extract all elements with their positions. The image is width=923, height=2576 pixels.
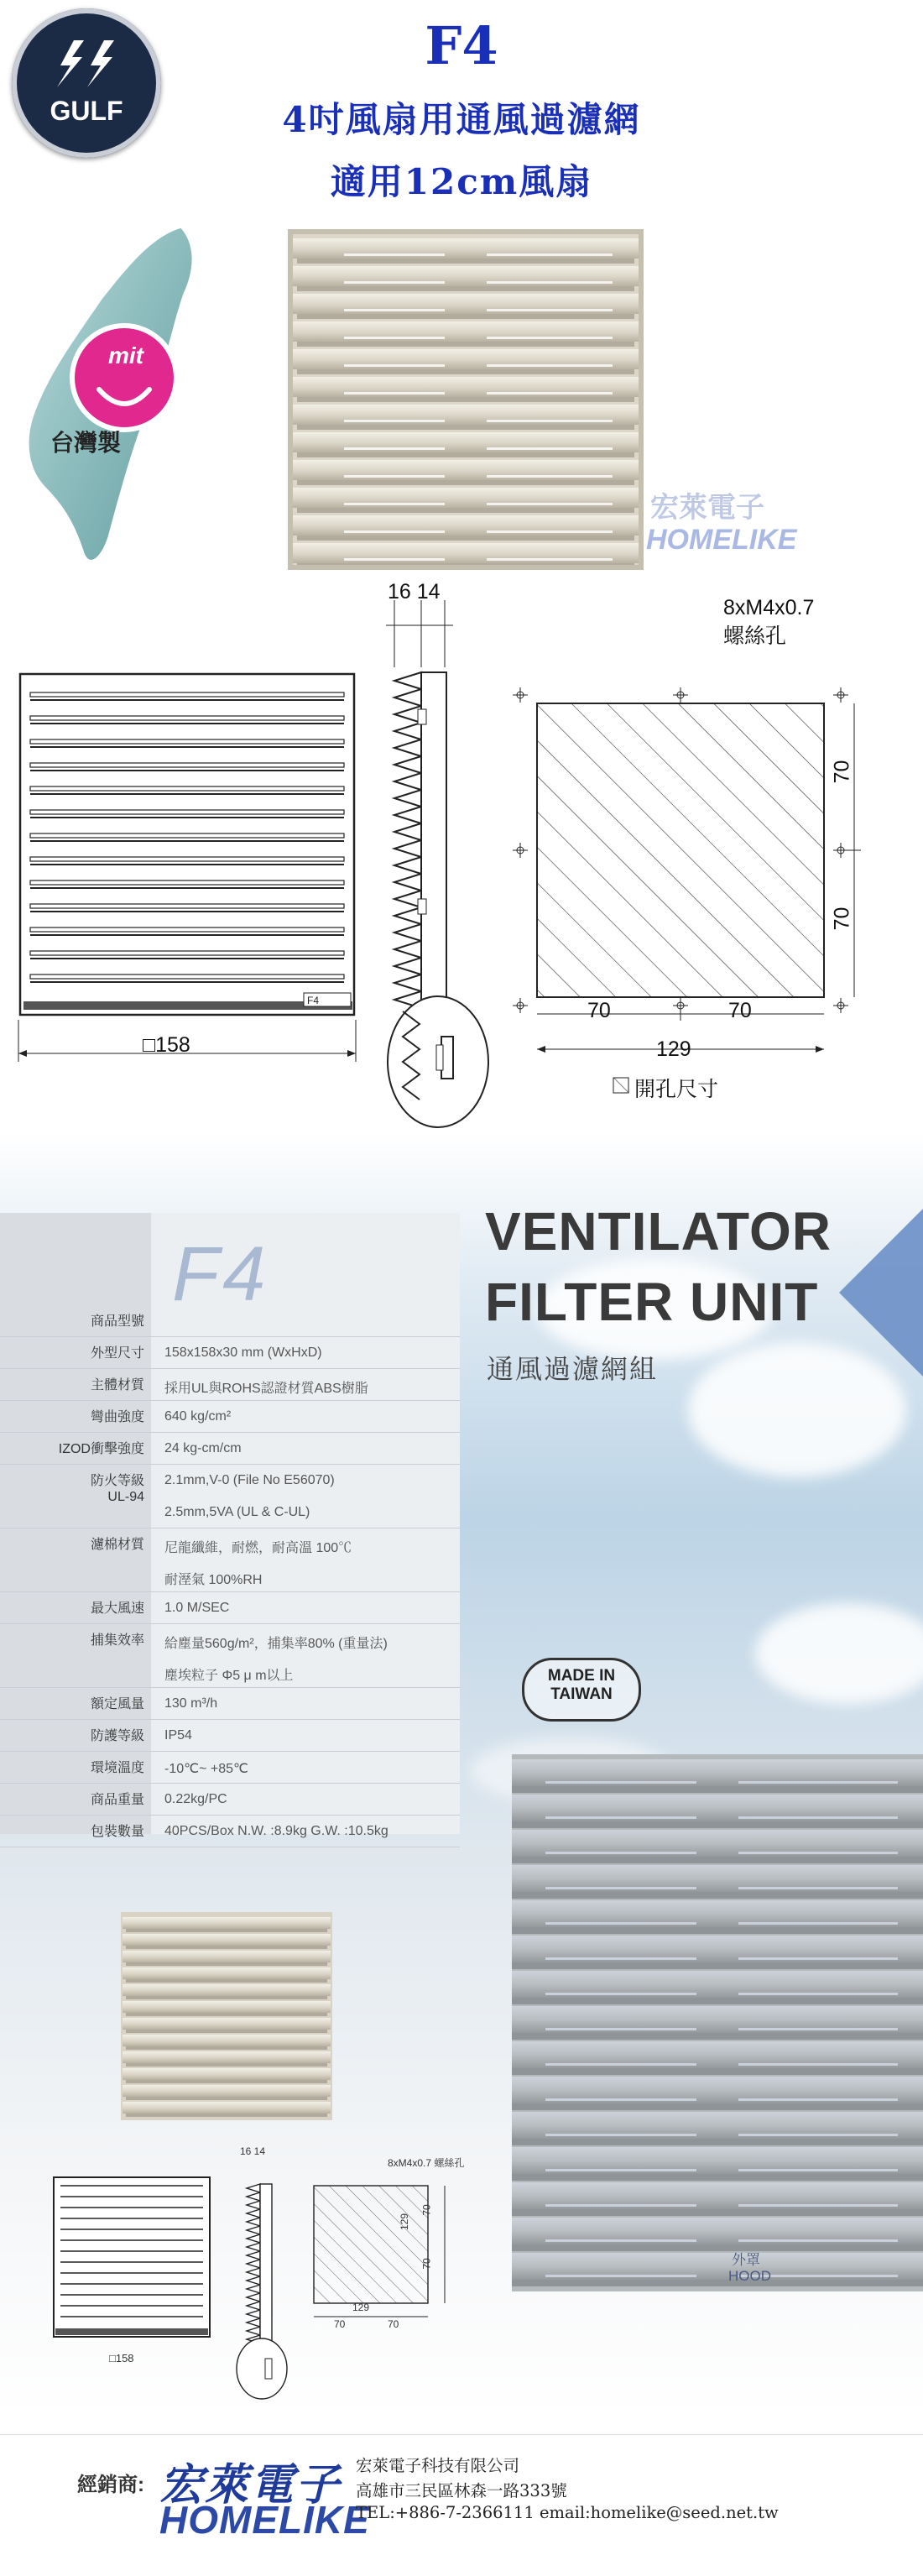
- vert-dim-bottom: 70: [830, 907, 854, 931]
- small-gap: [126, 1929, 327, 1932]
- spec-label: 額定風量: [90, 1697, 144, 1711]
- spec-row-divider: [0, 1815, 460, 1816]
- small-slat: [123, 1934, 331, 1946]
- mini-side-drawing: [233, 2157, 292, 2401]
- front-slat: [30, 763, 344, 767]
- brand-logo-en: HOMELIKE: [159, 2498, 370, 2542]
- small-gap: [126, 2063, 327, 2067]
- spec-value: 給塵量560g/m²，捕集率80% (重量法): [164, 1637, 388, 1651]
- small-slat: [123, 1917, 331, 1929]
- horiz-dim-left: 70: [587, 999, 611, 1022]
- spec-value: 40PCS/Box N.W. :8.9kg G.W. :10.5kg: [164, 1824, 388, 1838]
- spec-row-divider: [0, 1336, 460, 1337]
- horiz-dim-right: 70: [728, 999, 752, 1022]
- spec-label: 濾棉材質: [90, 1538, 144, 1552]
- spec-row-divider: [0, 1368, 460, 1369]
- brand-logo-zh: 宏萊電子: [159, 2461, 342, 2510]
- arrow-left-icon: [839, 1209, 923, 1377]
- louver-highlight: [487, 253, 613, 256]
- louver-gap: [297, 342, 634, 347]
- cutout-drawing: [503, 671, 873, 1066]
- spec-value: 尼龍纖維，耐燃，耐高溫 100℃: [164, 1541, 352, 1555]
- small-gap: [126, 2013, 327, 2016]
- watermark-en: HOMELIKE: [646, 524, 797, 556]
- front-slat: [30, 857, 344, 861]
- model-display: F4: [172, 1231, 269, 1317]
- company-name: 宏萊電子科技有限公司: [356, 2456, 520, 2475]
- hatch-legend-icon: [613, 1077, 629, 1094]
- spec-value: 2.1mm,V-0 (File No E56070): [164, 1473, 335, 1487]
- louver-gap: [297, 536, 634, 541]
- spec-label: 包裝數量: [90, 1825, 144, 1839]
- spec-label: 主體材質: [90, 1378, 144, 1393]
- taiwan-map-icon: [17, 218, 210, 571]
- louver-highlight: [487, 337, 613, 339]
- small-gap: [126, 1996, 327, 1999]
- louver-highlight: [344, 420, 445, 422]
- spec-label: 商品重量: [90, 1793, 144, 1807]
- page-subtitle-1: 4吋風扇用通風過濾網: [282, 99, 641, 140]
- louver-highlight: [344, 309, 445, 311]
- mini-front-drawing: [50, 2174, 218, 2350]
- small-gap: [126, 1979, 327, 1983]
- louver-gap: [297, 508, 634, 513]
- louver-highlight: [344, 392, 445, 394]
- render-tint: [512, 1754, 923, 2291]
- company-contact: TEL:+886-7-2366111 email:homelike@seed.net.tw: [356, 2503, 779, 2522]
- small-slat: [123, 1951, 331, 1962]
- product-photo: [285, 227, 646, 572]
- banner-title-1: VENTILATOR: [485, 1201, 832, 1262]
- hood-label-zh: 外罩: [732, 2252, 760, 2268]
- spec-value: 0.22kg/PC: [164, 1792, 227, 1806]
- spec-label: 外型尺寸: [90, 1346, 144, 1361]
- louver-highlight: [344, 530, 445, 533]
- side-view-drawing: [369, 592, 495, 1137]
- small-slat: [123, 2051, 331, 2063]
- small-slat: [123, 1984, 331, 1996]
- spec-label: 防火等級 UL-94: [90, 1474, 144, 1504]
- taiwan-text: TAIWAN: [550, 1685, 613, 1703]
- front-slat: [30, 692, 344, 697]
- louver-highlight: [344, 253, 445, 256]
- spec-value: -10℃~ +85℃: [164, 1762, 248, 1776]
- banner-subtitle: 通風過濾網組: [487, 1354, 659, 1384]
- front-slat: [30, 786, 344, 791]
- small-slat: [123, 2001, 331, 2013]
- spec-row-divider: [0, 1687, 460, 1688]
- spec-value: 130 m³/h: [164, 1696, 218, 1711]
- small-gap: [126, 2114, 327, 2117]
- spec-row-divider: [0, 1464, 460, 1465]
- spec-value: 158x158x30 mm (WxHxD): [164, 1345, 322, 1360]
- screw-hole-label: 螺絲孔: [723, 624, 787, 648]
- mini-dim-70c: 70: [334, 2318, 346, 2330]
- spec-label: 環境溫度: [90, 1761, 144, 1775]
- louver-highlight: [487, 558, 613, 561]
- louver-gap: [297, 452, 634, 457]
- front-slat: [30, 880, 344, 885]
- hood-label-en: HOOD: [728, 2268, 771, 2284]
- louver-gap: [297, 314, 634, 319]
- louver-gap: [297, 480, 634, 485]
- small-gap: [126, 1946, 327, 1949]
- mini-front-width: □158: [109, 2352, 134, 2364]
- mini-side-dims: 16 14: [240, 2145, 266, 2157]
- spec-value: IP54: [164, 1728, 192, 1743]
- front-slat: [30, 716, 344, 720]
- vert-dim-top: 70: [830, 760, 854, 784]
- distributor-label: 經銷商:: [77, 2474, 144, 2496]
- small-slat: [123, 2085, 331, 2097]
- spec-value: 24 kg-cm/cm: [164, 1441, 242, 1455]
- small-slat: [123, 2018, 331, 2030]
- louver-highlight: [487, 364, 613, 367]
- mini-cutout-drawing: [294, 2167, 462, 2335]
- spec-value-2: 2.5mm,5VA (UL & C-UL): [164, 1505, 310, 1519]
- front-slat: [30, 739, 344, 744]
- front-badge-text: F4: [307, 995, 320, 1006]
- louver-highlight: [487, 281, 613, 284]
- louver-gap: [297, 425, 634, 430]
- louver-highlight: [487, 447, 613, 450]
- louver-highlight: [487, 530, 613, 533]
- spec-value: 1.0 M/SEC: [164, 1601, 230, 1615]
- louver-highlight: [344, 503, 445, 505]
- small-gap: [126, 2030, 327, 2033]
- spec-label: IZOD衝擊強度: [58, 1442, 144, 1456]
- cutout-width-label: 129: [656, 1037, 691, 1061]
- spec-row-divider: [0, 1783, 460, 1784]
- mini-dim-129b: 129: [352, 2302, 370, 2313]
- front-slat: [30, 974, 344, 979]
- small-slat: [123, 1967, 331, 1979]
- small-gap: [126, 1962, 327, 1966]
- spec-label: 捕集效率: [90, 1633, 144, 1648]
- louver-highlight: [344, 558, 445, 561]
- mini-dim-129a: 129: [399, 2213, 411, 2231]
- spec-value: 採用UL與ROHS認證材質ABS樹脂: [164, 1382, 368, 1396]
- spec-value-2: 塵埃粒子 Φ5 μ m以上: [164, 1669, 294, 1683]
- page-title: F4: [425, 15, 498, 76]
- small-slat: [123, 2035, 331, 2046]
- louver-highlight: [344, 475, 445, 478]
- spec-label: 彎曲強度: [90, 1410, 144, 1424]
- small-gap: [126, 2080, 327, 2083]
- spec-label: 商品型號: [90, 1314, 144, 1329]
- front-width-label: □158: [143, 1033, 190, 1057]
- small-slat: [123, 2068, 331, 2080]
- mini-screw-spec: 8xM4x0.7 螺絲孔: [388, 2157, 465, 2169]
- page-subtitle-2: 適用12cm風扇: [330, 161, 593, 202]
- logo-text: GULF: [50, 96, 123, 126]
- company-address: 高雄市三民區林森一路333號: [356, 2481, 567, 2500]
- side-dims-label: 16 14: [388, 580, 441, 604]
- watermark-zh: 宏萊電子: [650, 492, 764, 524]
- small-slat: [123, 2102, 331, 2114]
- spec-row-divider: [0, 1719, 460, 1720]
- louver-highlight: [487, 309, 613, 311]
- small-gap: [126, 2046, 327, 2050]
- made-in-taiwan-badge: [522, 1658, 641, 1722]
- spec-row-divider: [0, 1400, 460, 1401]
- louver-highlight: [487, 503, 613, 505]
- large-product-render: [512, 1754, 923, 2291]
- front-slat: [30, 833, 344, 838]
- cutout-legend-label: 開孔尺寸: [634, 1078, 719, 1101]
- mini-dim-70d: 70: [388, 2318, 399, 2330]
- front-view-drawing: [12, 667, 364, 1070]
- spec-label: 防護等級: [90, 1729, 144, 1743]
- made-in-text: MADE IN: [547, 1667, 616, 1685]
- louver-highlight: [487, 475, 613, 478]
- banner-title-2: FILTER UNIT: [485, 1272, 819, 1332]
- small-product-photo: [119, 1910, 334, 2122]
- mini-dim-70a: 70: [420, 2204, 433, 2216]
- screw-spec-label: 8xM4x0.7: [723, 596, 815, 619]
- louver-gap: [297, 286, 634, 291]
- spec-row-divider: [0, 1751, 460, 1752]
- front-slat: [30, 927, 344, 932]
- small-gap: [126, 2097, 327, 2100]
- louver-gap: [297, 397, 634, 402]
- spec-label: 最大風速: [90, 1602, 144, 1616]
- footer-divider: [0, 2434, 923, 2435]
- front-slat: [30, 951, 344, 955]
- louver-highlight: [487, 420, 613, 422]
- louver-gap: [297, 369, 634, 374]
- spec-value: 640 kg/cm²: [164, 1409, 232, 1424]
- louver-highlight: [344, 447, 445, 450]
- louver-highlight: [487, 392, 613, 394]
- spec-value-2: 耐溼氣 100%RH: [164, 1573, 263, 1587]
- mini-dim-70b: 70: [420, 2258, 433, 2270]
- mit-badge: mit: [108, 342, 143, 368]
- spec-row-divider: [0, 1623, 460, 1624]
- louver-highlight: [344, 281, 445, 284]
- front-slat: [30, 810, 344, 814]
- louver-gap: [297, 259, 634, 264]
- front-slat: [30, 904, 344, 908]
- louver-highlight: [344, 337, 445, 339]
- spec-row-divider: [0, 1591, 460, 1592]
- spec-row-divider: [0, 1432, 460, 1433]
- made-in-taiwan-label: 台灣製: [50, 430, 122, 456]
- louver-highlight: [344, 364, 445, 367]
